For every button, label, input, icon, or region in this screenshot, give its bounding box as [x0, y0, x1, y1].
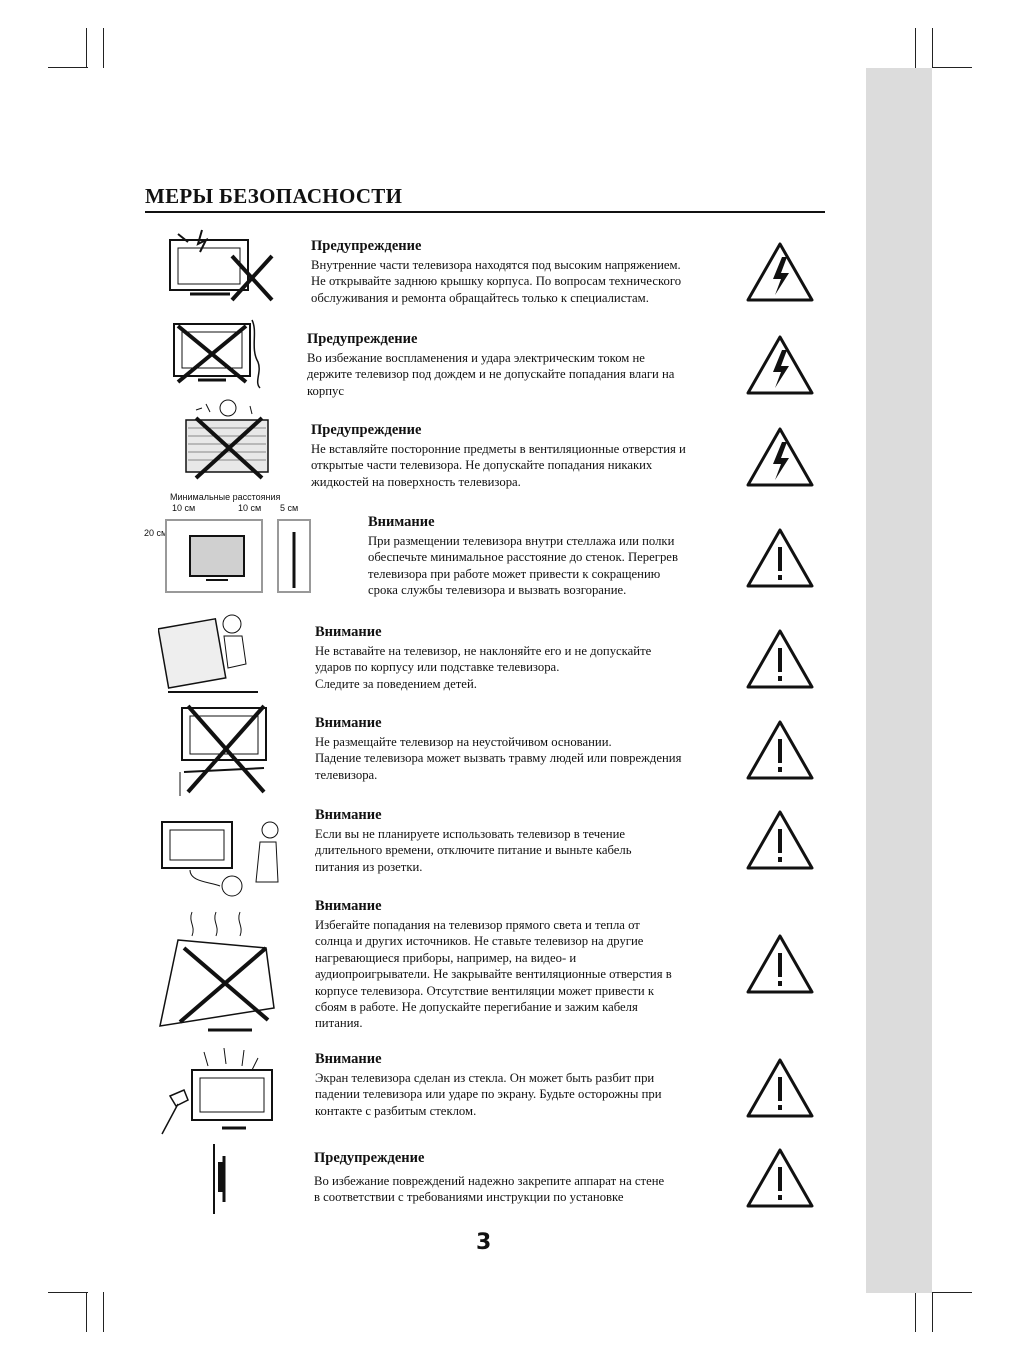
exclamation-warning-icon — [745, 527, 815, 589]
block-line: Внутренние части телевизора находятся под высоким напряжением. — [311, 258, 681, 272]
block-line: Не вставляйте посторонние предметы в вентиляционные отверстия и — [311, 442, 686, 456]
caution-block-8 — [315, 898, 725, 1032]
block-line: обеспечьте минимальное расстояние до стенок. Перегрев — [368, 550, 678, 565]
block-heading: Предупреждение — [311, 422, 422, 438]
lightning-warning-icon — [745, 241, 815, 303]
block-line: Если вы не планируете использовать телевизор в течение — [315, 827, 625, 841]
block-line: держите телевизор под дождем и не допускайте попадания влаги на — [307, 367, 675, 382]
clearance-caption: Минимальные расстояния — [170, 492, 281, 502]
block-heading: Предупреждение — [311, 238, 422, 254]
block-line: Не вставайте на телевизор, не наклоняйте его и не допускайте — [315, 644, 652, 658]
block-heading: Внимание — [315, 1051, 382, 1067]
exclamation-warning-icon — [745, 933, 815, 995]
block-line: аудиопроигрыватели. Не закрывайте вентиляционные отверстия в — [315, 967, 672, 982]
block-heading: Внимание — [368, 514, 435, 530]
clearance-left: 20 см — [144, 528, 168, 538]
block-line: телевизора при работе может привести к сокращению — [368, 566, 661, 581]
tv-open-back-illustration — [160, 228, 280, 306]
clearance-right: 5 см — [280, 503, 299, 513]
block-line: Во избежание воспламенения и удара электрическим током не — [307, 351, 645, 365]
title-divider — [145, 211, 825, 213]
block-line: Экран телевизора сделан из стекла. Он может быть разбит при — [315, 1071, 655, 1085]
warning-block-3 — [311, 422, 731, 490]
caution-block-9 — [315, 1051, 725, 1119]
block-line: обслуживания и ремонта обращайтесь только к специалистам. — [311, 290, 649, 305]
block-line: контакте с разбитым стеклом. — [315, 1103, 477, 1118]
tv-rain-illustration — [162, 312, 274, 392]
warning-block-2 — [307, 331, 727, 399]
block-heading: Внимание — [315, 898, 382, 914]
caution-block-5 — [315, 624, 725, 692]
exclamation-warning-icon — [745, 809, 815, 871]
warning-block-1 — [311, 238, 731, 306]
block-line: корпусе телевизора. Отсутствие вентиляции может привести к — [315, 983, 655, 998]
exclamation-warning-icon — [745, 1057, 815, 1119]
block-line: падении телевизора или ударе по экрану. Будьте осторожны при — [315, 1087, 662, 1102]
clearance-top-left: 10 см — [172, 503, 196, 513]
block-line: телевизора. — [315, 767, 378, 782]
page-title: МЕРЫ БЕЗОПАСНОСТИ — [145, 184, 403, 208]
block-line: Падение телевизора может вызвать травму людей или повреждения — [315, 751, 682, 766]
clearance-top-right: 10 см — [238, 503, 262, 513]
block-line: При размещении телевизора внутри стеллажа или полки — [368, 534, 675, 548]
tv-child-climbing-illustration — [158, 608, 262, 698]
tv-unplug-illustration — [160, 812, 288, 898]
block-line: в соответствии с требованиями инструкции по установке — [314, 1190, 624, 1205]
block-line: Не открывайте заднюю крышку корпуса. По вопросам технического — [311, 274, 682, 289]
exclamation-warning-icon — [745, 628, 815, 690]
block-line: длительного времени, отключите питание и выньте кабель — [315, 843, 632, 858]
block-line: Следите за поведением детей. — [315, 676, 477, 691]
tv-glass-breaking-illustration — [154, 1044, 280, 1140]
block-line: питания. — [315, 1016, 363, 1031]
tv-foreign-objects-illustration — [166, 396, 278, 482]
tv-heat-covered-illustration — [156, 908, 280, 1038]
block-line: Не размещайте телевизор на неустойчивом основании. — [315, 735, 612, 749]
exclamation-warning-icon — [745, 1147, 815, 1209]
caution-block-7 — [315, 807, 725, 875]
block-heading: Предупреждение — [314, 1150, 425, 1166]
lightning-warning-icon — [745, 334, 815, 396]
block-line: солнца и других источников. Не ставьте телевизор на другие — [315, 934, 644, 949]
page-number: 3 — [476, 1230, 492, 1255]
exclamation-warning-icon — [745, 719, 815, 781]
block-line: жидкостей на поверхность телевизора. — [311, 474, 521, 489]
block-heading: Внимание — [315, 624, 382, 640]
clearance-diagram — [142, 492, 314, 596]
block-heading: Внимание — [315, 715, 382, 731]
block-line: нагревающиеся приборы, например, на видео- и — [315, 950, 577, 965]
block-line: корпус — [307, 383, 344, 398]
block-line: срока службы телевизора и вызвать возгорание. — [368, 583, 627, 598]
block-line: Во избежание повреждений надежно закрепите аппарат на стене — [314, 1174, 665, 1188]
block-heading: Предупреждение — [307, 331, 418, 347]
warning-block-10 — [314, 1150, 724, 1206]
lightning-warning-icon — [745, 426, 815, 488]
caution-block-4 — [368, 514, 728, 599]
block-heading: Внимание — [315, 807, 382, 823]
tv-wall-mount-illustration — [206, 1142, 236, 1216]
block-line: питания из розетки. — [315, 859, 423, 874]
block-line: Избегайте попадания на телевизор прямого света и тепла от — [315, 918, 640, 932]
page-edge-tab — [866, 68, 932, 1293]
block-line: открытые части телевизора. Не допускайте попадания никаких — [311, 458, 653, 473]
block-line: ударов по корпусу или подставке телевизора. — [315, 660, 560, 675]
block-line: сбоям в работе. Не допускайте перегибание и зажим кабеля — [315, 1000, 638, 1015]
tv-unstable-base-illustration — [174, 702, 274, 798]
caution-block-6 — [315, 715, 730, 783]
